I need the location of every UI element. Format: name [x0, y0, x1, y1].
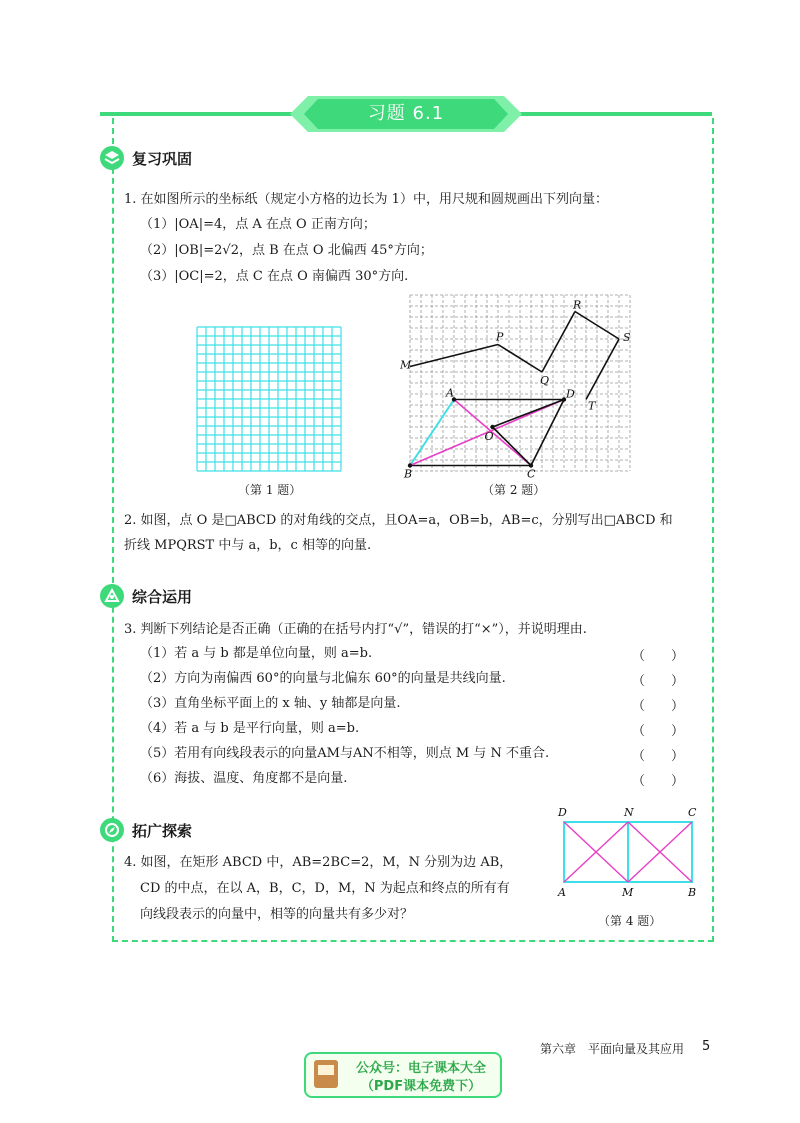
point-label: S	[623, 331, 631, 344]
q1-item-1: （1）|OA|=4，点 A 在点 O 正南方向；	[140, 217, 376, 232]
compass-icon	[100, 818, 124, 842]
q3-item: （1）若 a 与 b 都是单位向量，则 a=b.	[140, 646, 373, 661]
section-apply-title: 综合运用	[132, 587, 193, 606]
watermark-stamp	[304, 1052, 502, 1098]
point-label: T	[588, 399, 596, 413]
figure-1-caption: （第 1 题）	[238, 483, 302, 497]
watermark-line-2: （PDF课本免费下）	[360, 1079, 482, 1094]
point-label: C	[527, 467, 536, 480]
answer-blank[interactable]: （ ）	[632, 699, 685, 714]
q4-line-3: 向线段表示的向量中，相等的向量共有多少对？	[140, 907, 414, 922]
section-explore-title: 拓广探索	[132, 821, 193, 840]
point-label: M	[400, 358, 412, 372]
q1-stem: 1. 在如图所示的坐标纸（规定小方格的边长为 1）中，用尺规和圆规画出下列向量：	[124, 192, 608, 207]
point-label: P	[496, 330, 504, 344]
answer-blank[interactable]: （ ）	[632, 674, 685, 689]
parallelogram-side	[531, 400, 564, 466]
page-number: 5	[702, 1039, 711, 1054]
polyline-segment	[586, 339, 619, 400]
q3-stem: 3. 判断下列结论是否正确（正确的在括号内打“√”，错误的打“×”），并说明理由.	[124, 622, 587, 637]
q3-item: （2）方向为南偏西 60°的向量与北偏东 60°的向量是共线向量.	[140, 671, 506, 686]
point-label: N	[624, 806, 634, 819]
point-label: O	[484, 430, 494, 443]
figure-1-grid	[196, 326, 342, 472]
point-label: M	[622, 886, 634, 899]
point-label: A	[446, 386, 454, 400]
point-label: A	[558, 886, 566, 899]
answer-blank[interactable]: （ ）	[632, 649, 685, 664]
point-label: Q	[540, 374, 550, 387]
page-title: 习题 6.1	[367, 103, 445, 124]
q1-item-2: （2）|OB|=2√2，点 B 在点 O 北偏西 45°方向；	[140, 243, 433, 258]
layers-icon	[100, 146, 124, 170]
figure-4-rectangle	[550, 804, 710, 908]
point-marker	[490, 425, 494, 429]
point-label: B	[404, 467, 413, 480]
figure-4-caption: （第 4 题）	[598, 914, 662, 928]
q4-line-2: CD 的中点，在以 A，B，C，D，M，N 为起点和终点的所有有	[140, 881, 510, 896]
q1-item-3: （3）|OC|=2，点 C 在点 O 南偏西 30°方向.	[140, 269, 409, 284]
section-review-header	[100, 146, 192, 170]
point-label: D	[558, 806, 567, 819]
q2-line-2: 折线 MPQRST 中与 a，b，c 相等的向量.	[124, 538, 372, 553]
point-label: B	[688, 886, 697, 899]
q3-item: （3）直角坐标平面上的 x 轴、y 轴都是向量.	[140, 696, 401, 711]
q3-item: （5）若用有向线段表示的向量AM与AN不相等，则点 M 与 N 不重合.	[140, 746, 550, 761]
book-icon	[314, 1060, 338, 1088]
figure-2-caption: （第 2 题）	[482, 483, 546, 497]
figure-2-diagram	[400, 290, 640, 480]
q3-item: （6）海拔、温度、角度都不是向量.	[140, 771, 348, 786]
triangle-icon	[100, 584, 124, 608]
watermark-line-1: 公众号：电子课本大全	[355, 1061, 486, 1076]
q3-item: （4）若 a 与 b 是平行向量，则 a=b.	[140, 721, 360, 736]
q2-line-1: 2. 如图，点 O 是□ABCD 的对角线的交点，且OA=a，OB=b，AB=c，分别写出□ABCD 和	[124, 513, 673, 528]
header-rule-right	[516, 112, 712, 116]
point-label: D	[566, 387, 575, 401]
q4-line-1: 4. 如图，在矩形 ABCD 中，AB=2BC=2，M，N 分别为边 AB，	[124, 855, 513, 870]
section-review-title: 复习巩固	[132, 149, 193, 168]
section-explore-header	[100, 818, 192, 842]
answer-blank[interactable]: （ ）	[632, 749, 685, 764]
header-rule-left	[100, 112, 296, 116]
section-apply-header	[100, 584, 192, 608]
polyline-segment	[542, 312, 575, 373]
point-label: R	[573, 298, 582, 312]
answer-blank[interactable]: （ ）	[632, 724, 685, 739]
point-label: C	[688, 806, 697, 819]
answer-blank[interactable]: （ ）	[632, 774, 685, 789]
footer-chapter: 第六章 平面向量及其应用	[540, 1042, 685, 1056]
